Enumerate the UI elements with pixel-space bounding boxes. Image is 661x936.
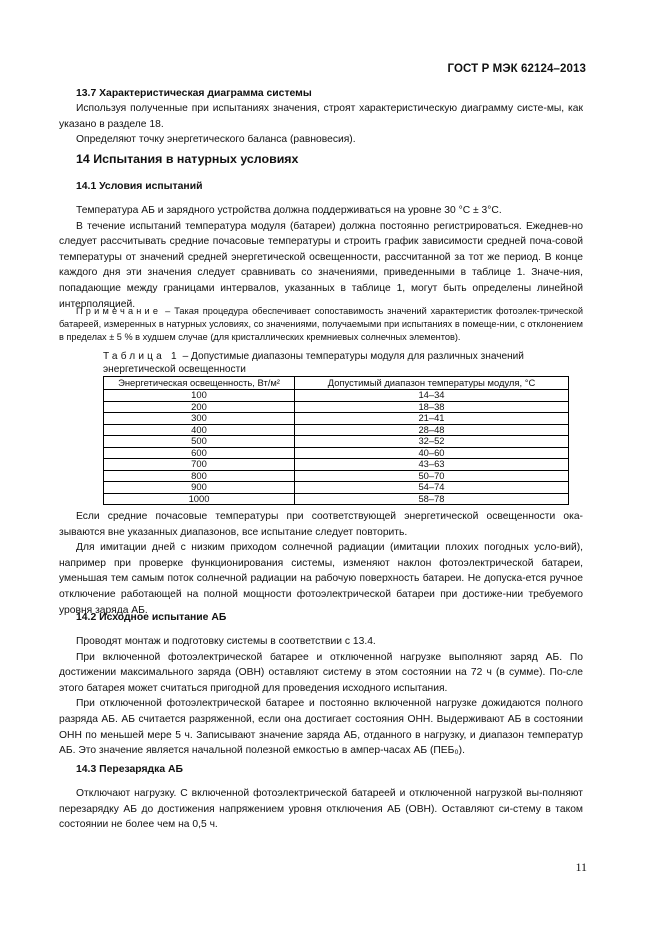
table-cell: 100 (104, 390, 295, 402)
paragraph: Если средние почасовые температуры при соответствующей энергетической освещенности ока-зываются вне указанных диапазонов, все испытание следует повторить. (59, 511, 583, 538)
temperature-range-table (103, 376, 569, 505)
paragraph: В течение испытаний температура модуля (батареи) должна постоянно регистрироваться. Ежеднев-но следует рассчитывать средние почасовые температуры и строить график зависимости средней поча-совой температуры от значений средней энергетической освещенности, рассчитанной за тот же период. В конце каждого дня эти значения следует сравнивать со значениями, приведенными в таблице 1. Значе-ния, попадающие между границами интервалов, указанных в таблице 1, могут быть определены линейной интерполяцией. (59, 220, 583, 310)
table-cell: 900 (104, 482, 295, 494)
table-row (104, 436, 569, 448)
table-cell: 58–78 (295, 493, 569, 505)
note-text: – Такая процедура обеспечивает сопоставимость значений характеристик фотоэлек-трической батареей, измеренных в натурных условиях, со значениями, получаемыми при испытаниях в помеще-нии, с отклонением в пределах ± 5 % в худшем случае (для кристаллических кремниевых солнечных элементов). (59, 306, 583, 343)
table-cell: 1000 (104, 493, 295, 505)
note (59, 305, 583, 345)
section-14-1-title: 14.1 Условия испытаний (76, 181, 203, 192)
paragraph: Температура АБ и зарядного устройства должна поддерживаться на уровне 30 °С ± 3°С. (76, 205, 502, 216)
table-row (104, 401, 569, 413)
section-14-3-title: 14.3 Перезарядка АБ (76, 764, 183, 775)
table-cell: 700 (104, 459, 295, 471)
paragraph: Проводят монтаж и подготовку системы в соответствии с 13.4. (76, 636, 376, 647)
table-cell: 18–38 (295, 401, 569, 413)
paragraph: При включенной фотоэлектрической батарее и отключенной нагрузке выполняют заряд АБ. По достижении максимального заряда (ОВН) оставляют систему в этом состоянии на 72 ч (в сумме). По-сле этого батарея может считаться пригодной для проведения исходного испытания. (59, 651, 583, 694)
section-13-7-title: 13.7 Характеристическая диаграмма системы (76, 88, 312, 99)
section-14-2-body (59, 634, 583, 759)
table-caption (103, 351, 569, 376)
table-caption-label: Таблица 1 (103, 351, 180, 362)
paragraph: Используя полученные при испытаниях значения, строят характеристическую диаграмму систе-мы, как указано в разделе 18. (59, 103, 583, 130)
section-13-7-body (59, 101, 583, 148)
section-14-3-body (59, 786, 583, 833)
table-cell: 14–34 (295, 390, 569, 402)
table-cell: 21–41 (295, 413, 569, 425)
table-row (104, 424, 569, 436)
standard-header: ГОСТ Р МЭК 62124–2013 (447, 63, 586, 75)
table-cell: 200 (104, 401, 295, 413)
paragraph: Определяют точку энергетического баланса (равновесия). (76, 134, 356, 146)
table-row (104, 447, 569, 459)
table-cell: 600 (104, 447, 295, 459)
paragraph: Для имитации дней с низким приходом солнечной радиации (имитации плохих погодных усло-вий), например при проверке функционирования системы, изменяют наклон фотоэлектрической батареи, уменьшая тем самым поток солнечной радиации на рабочую поверхность батареи. Не допуска-ется ручное отключение работающей на полной мощности фотоэлектрической батареи при достиже-нии требуемого уровня заряда АБ. (59, 542, 583, 616)
table-row (104, 459, 569, 471)
table-cell: 54–74 (295, 482, 569, 494)
table-cell: 32–52 (295, 436, 569, 448)
page-number: 11 (575, 860, 587, 874)
table-header-cell: Энергетическая освещенность, Вт/м² (104, 377, 295, 390)
section-14-2-title: 14.2 Исходное испытание АБ (76, 612, 227, 623)
section-14-title: 14 Испытания в натурных условиях (76, 152, 299, 166)
section-14-1-body (59, 203, 583, 312)
table-cell: 500 (104, 436, 295, 448)
table-row (104, 470, 569, 482)
table-cell: 800 (104, 470, 295, 482)
table-row (104, 413, 569, 425)
table-cell: 400 (104, 424, 295, 436)
section-14-1-body-cont (59, 509, 583, 618)
table-cell: 28–48 (295, 424, 569, 436)
table-header-cell: Допустимый диапазон температуры модуля, °С (295, 377, 569, 390)
table-caption-text: – Допустимые диапазоны температуры модуля для различных значений энергетической освещенности (103, 351, 524, 375)
table-cell: 300 (104, 413, 295, 425)
table-cell: 50–70 (295, 470, 569, 482)
table-cell: 43–63 (295, 459, 569, 471)
table-row (104, 482, 569, 494)
table-header-row (104, 377, 569, 390)
note-label: Примечание (76, 306, 162, 316)
table-row (104, 390, 569, 402)
paragraph: При отключенной фотоэлектрической батарее и постоянно включенной нагрузке дожидаются полного разряда АБ. АБ считается разряженной, если она достигает состояния ОНН. Выдерживают АБ в состоянии ОНН по меньшей мере 5 ч. Записывают значение заряда АБ, отданного в нагрузку, и диапазон температур АБ. Это значение является начальной полезной емкостью в ампер-часах АБ (ПЕБ₀). (59, 698, 583, 757)
table-cell: 40–60 (295, 447, 569, 459)
paragraph: Отключают нагрузку. С включенной фотоэлектрической батареей и отключенной нагрузкой вы-полняют перезарядку АБ до достижения напряжением уровня отключения АБ (ОВН). Оставляют си-стему в таком состоянии не более чем на 0,5 ч. (59, 788, 583, 831)
table-row (104, 493, 569, 505)
